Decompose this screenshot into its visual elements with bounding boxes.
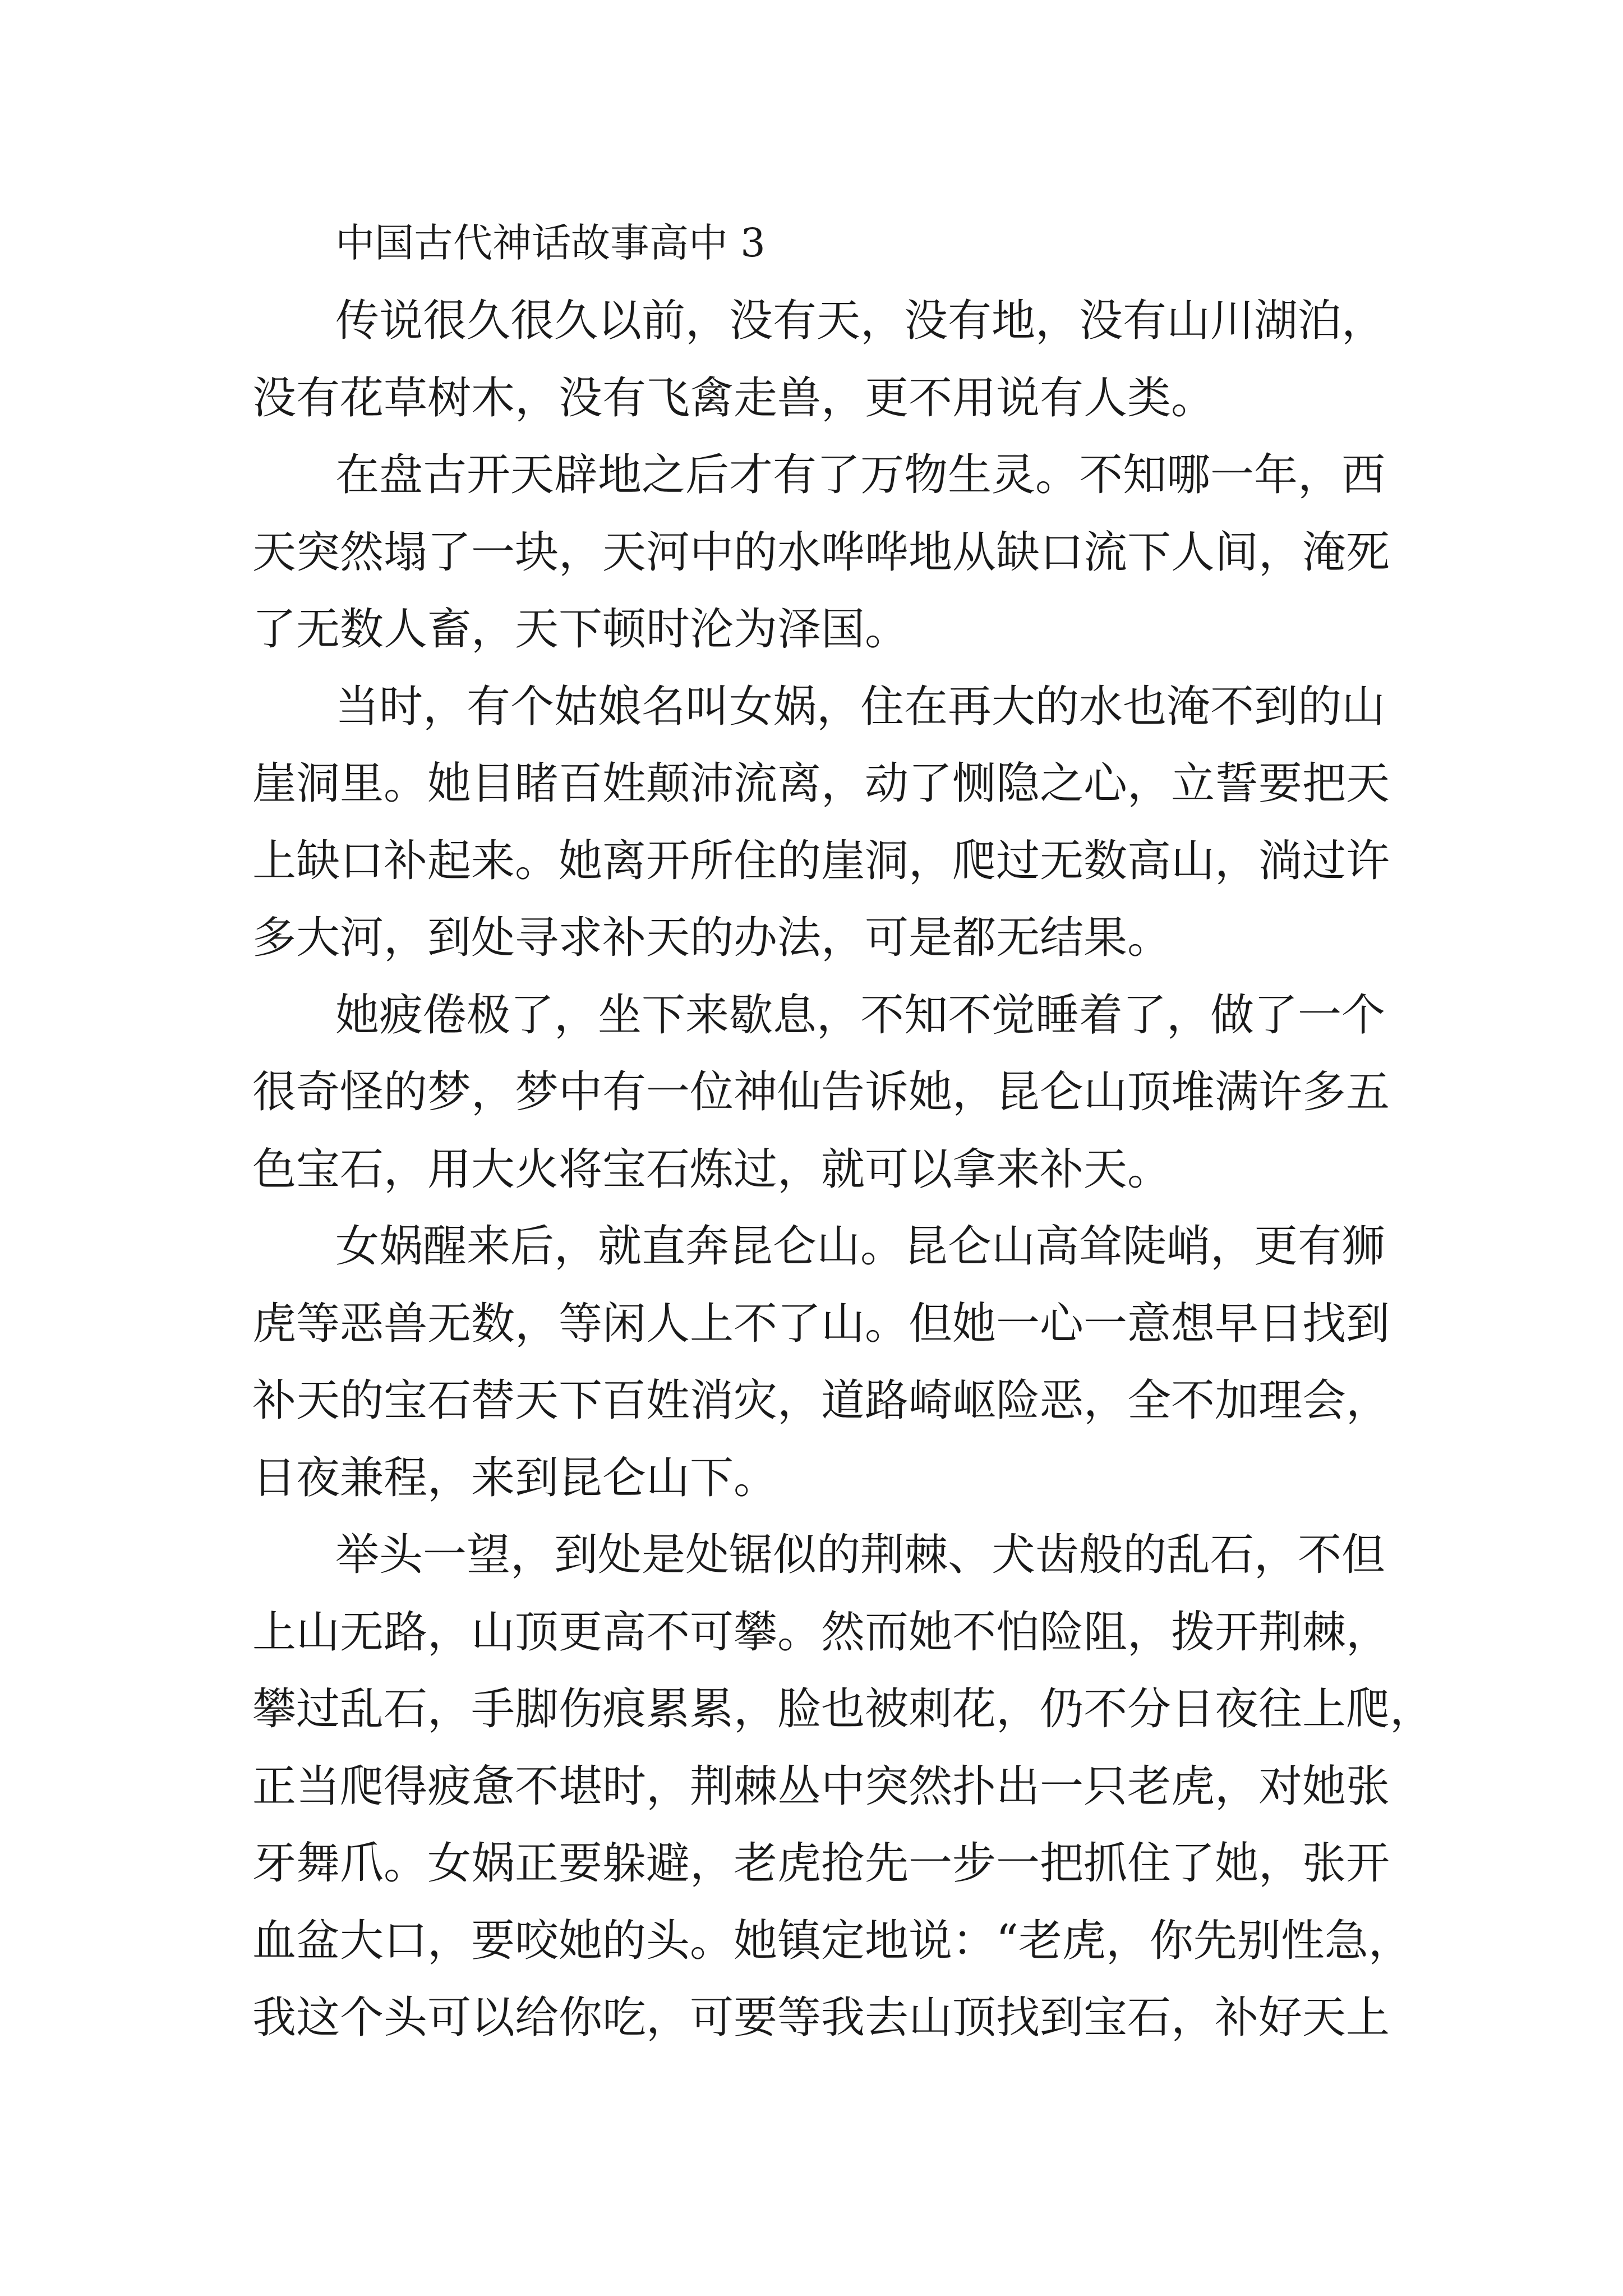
text-line: 崖洞里。她目睹百姓颠沛流离，动了恻隐之心，立誓要把天 (252, 758, 1390, 809)
text-line: 血盆大口，要咬她的头。她镇定地说：“老虎，你先别性急， (252, 1916, 1412, 1966)
text-line: 正当爬得疲惫不堪时，荆棘丛中突然扑出一只老虎，对她张 (252, 1761, 1390, 1812)
text-line: 她疲倦极了，坐下来歇息，不知不觉睡着了，做了一个 (335, 990, 1386, 1041)
text-line: 女娲醒来后，就直奔昆仑山。昆仑山高耸陡峭，更有狮 (335, 1221, 1386, 1272)
text-line: 补天的宝石替天下百姓消灾，道路崎岖险恶，全不加理会， (252, 1375, 1390, 1426)
text-line: 天突然塌了一块，天河中的水哗哗地从缺口流下人间，淹死 (252, 527, 1390, 578)
text-line: 了无数人畜，天下顿时沦为泽国。 (252, 604, 909, 655)
text-line: 攀过乱石，手脚伤痕累累，脸也被刺花，仍不分日夜往上爬， (252, 1684, 1434, 1734)
text-line: 牙舞爪。女娲正要躲避，老虎抢先一步一把抓住了她，张开 (252, 1838, 1390, 1889)
text-line: 很奇怪的梦，梦中有一位神仙告诉她，昆仑山顶堆满许多五 (252, 1067, 1390, 1117)
text-line: 传说很久很久以前，没有天，没有地，没有山川湖泊， (335, 296, 1386, 346)
text-line: 我这个头可以给你吃，可要等我去山顶找到宝石，补好天上 (252, 1993, 1390, 2043)
text-line: 在盘古开天辟地之后才有了万物生灵。不知哪一年，西 (335, 450, 1386, 500)
text-line: 多大河，到处寻求补天的办法，可是都无结果。 (252, 913, 1172, 963)
text-line: 没有花草树木，没有飞禽走兽，更不用说有人类。 (252, 373, 1215, 424)
text-line: 上缺口补起来。她离开所住的崖洞，爬过无数高山，淌过许 (252, 836, 1390, 886)
text-line: 当时，有个姑娘名叫女娲，住在再大的水也淹不到的山 (335, 682, 1386, 732)
document-title: 中国古代神话故事高中 3 (335, 220, 766, 266)
text-line: 上山无路，山顶更高不可攀。然而她不怕险阻，拨开荆棘， (252, 1607, 1390, 1658)
text-line: 举头一望，到处是处锯似的荆棘、犬齿般的乱石，不但 (335, 1530, 1386, 1580)
text-line: 日夜兼程，来到昆仑山下。 (252, 1453, 778, 1503)
text-line: 虎等恶兽无数，等闲人上不了山。但她一心一意想早日找到 (252, 1299, 1390, 1349)
text-line: 色宝石，用大火将宝石炼过，就可以拿来补天。 (252, 1144, 1172, 1195)
